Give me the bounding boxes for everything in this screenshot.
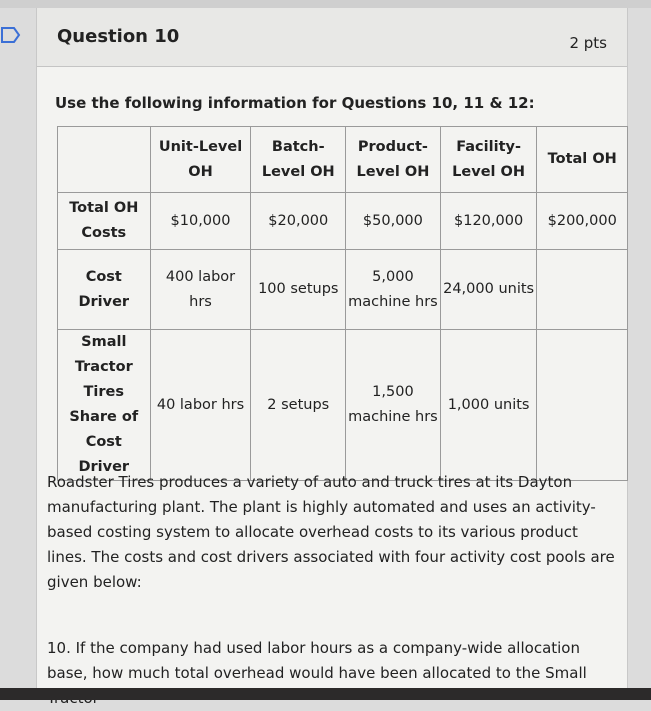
cell-total-share	[537, 330, 628, 481]
cell-facility-cost: $120,000	[440, 193, 537, 250]
question-points: 2 pts	[569, 34, 607, 52]
cell-facility-share: 1,000 units	[440, 330, 537, 481]
top-strip	[0, 0, 651, 8]
cell-total-cost: $200,000	[537, 193, 628, 250]
header-batch-level: Batch-Level OH	[251, 127, 346, 193]
cell-batch-driver: 100 setups	[251, 250, 346, 330]
table-row	[58, 250, 628, 330]
cell-product-share: 1,500 machine hrs	[346, 330, 441, 481]
cell-total-driver	[537, 250, 628, 330]
header-product-level: Product-Level OH	[346, 127, 441, 193]
table-row	[58, 193, 628, 250]
cell-unit-share: 40 labor hrs	[150, 330, 251, 481]
header-total-oh: Total OH	[537, 127, 628, 193]
cell-product-cost: $50,000	[346, 193, 441, 250]
cell-batch-cost: $20,000	[251, 193, 346, 250]
cell-product-driver: 5,000 machine hrs	[346, 250, 441, 330]
question-card	[36, 8, 628, 700]
cell-unit-cost: $10,000	[150, 193, 251, 250]
row-label-total-oh-costs: Total OH Costs	[58, 193, 151, 250]
question-title: Question 10	[57, 26, 180, 47]
row-label-small-tractor-share: Small Tractor Tires Share of Cost Driver	[58, 330, 151, 481]
description-paragraph: Roadster Tires produces a variety of auto and truck tires at its Dayton manufacturing plant. The plant is highly automated and uses an activity-based costing system to allocate overhead costs to its various product lines. The costs and cost drivers associated with four activity cost pools are given below:	[47, 473, 615, 591]
bottom-edge	[0, 688, 651, 700]
header-facility-level: Facility-Level OH	[440, 127, 537, 193]
header-unit-level: Unit-Level OH	[150, 127, 251, 193]
overhead-table	[57, 126, 628, 481]
bookmark-flag-icon[interactable]	[0, 26, 22, 44]
question-intro: Use the following information for Questions 10, 11 & 12:	[55, 94, 535, 112]
row-label-cost-driver: Cost Driver	[58, 250, 151, 330]
cell-facility-driver: 24,000 units	[440, 250, 537, 330]
question-header	[37, 8, 627, 67]
cell-batch-share: 2 setups	[251, 330, 346, 481]
table-corner-cell	[58, 127, 151, 193]
table-row	[58, 330, 628, 481]
cell-unit-driver: 400 labor hrs	[150, 250, 251, 330]
question-text: 10. If the company had used labor hours as a company-wide allocation base, how much total overhead would have been allocated to the Small	[47, 639, 587, 682]
table-header-row	[58, 127, 628, 193]
